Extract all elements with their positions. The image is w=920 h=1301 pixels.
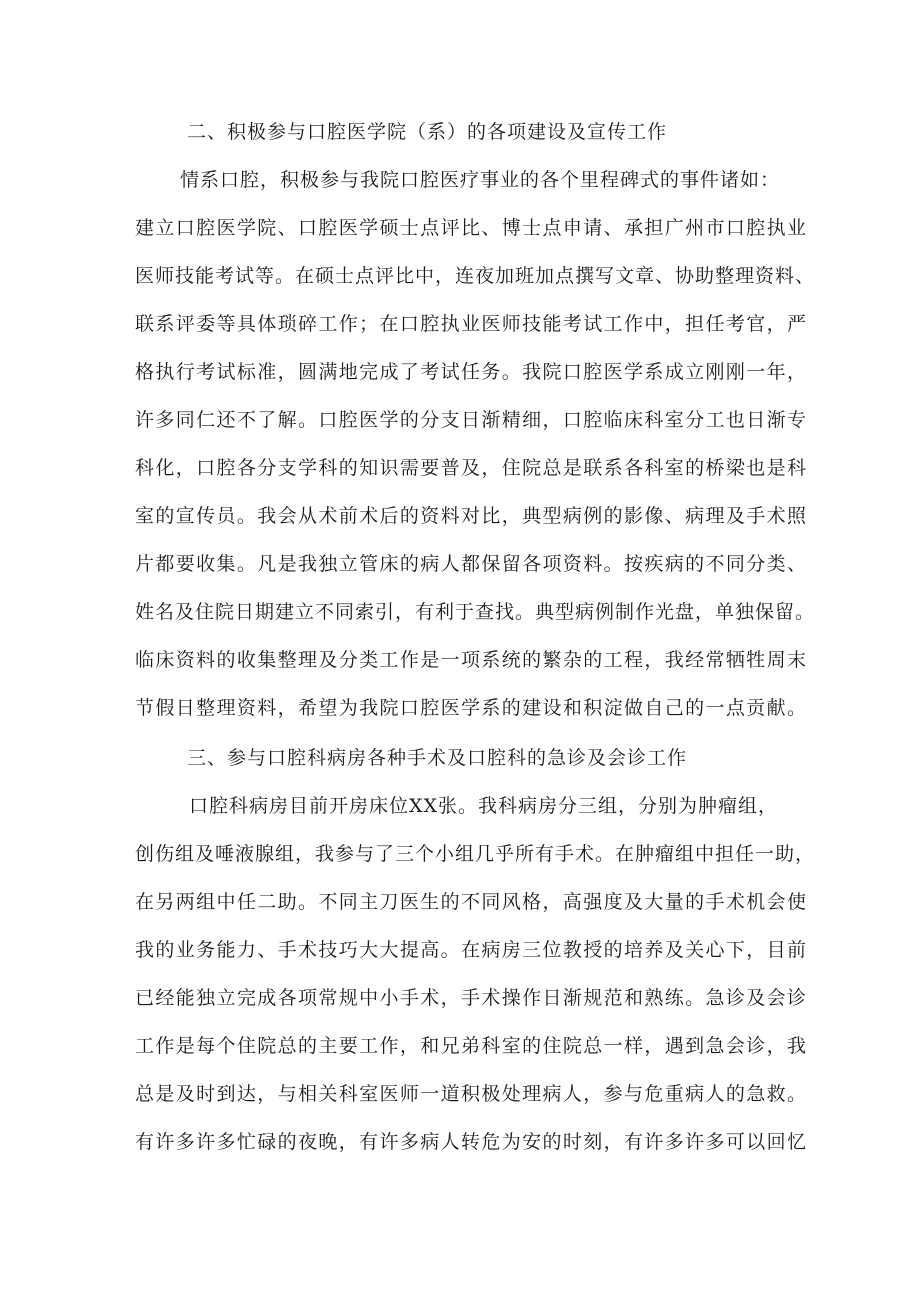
- paragraph-line: 格执行考试标准，圆满地完成了考试任务。我院口腔医学系成立刚刚一年，: [135, 361, 807, 383]
- paragraph-line: 有许多许多忙碌的夜晚，有许多病人转危为安的时刻，有许多许多可以回忆: [135, 1131, 807, 1153]
- paragraph-line: 我的业务能力、手术技巧大大提高。在病房三位教授的培养及关心下，目前: [135, 939, 807, 961]
- paragraph-line: 创伤组及唾液腺组，我参与了三个小组几乎所有手术。在肿瘤组中担任一助，: [135, 843, 816, 865]
- paragraph-line: 姓名及住院日期建立不同索引，有利于查找。典型病例制作光盘，单独保留。: [135, 601, 816, 623]
- paragraph-line: 医师技能考试等。在硕士点评比中，连夜加班加点撰写文章、协助整理资料、: [135, 265, 816, 287]
- paragraph-line: 在另两组中任二助。不同主刀医生的不同风格，高强度及大量的手术机会使: [135, 891, 807, 913]
- paragraph-line: 临床资料的收集整理及分类工作是一项系统的繁杂的工程，我经常牺牲周末: [135, 649, 807, 671]
- paragraph-line: 总是及时到达，与相关科室医师一道积极处理病人，参与危重病人的急救。: [135, 1083, 807, 1105]
- paragraph-line: 联系评委等具体琐碎工作；在口腔执业医师技能考试工作中，担任考官，严: [135, 313, 807, 335]
- section-heading-3: 三、参与口腔科病房各种手术及口腔科的急诊及会诊工作: [187, 747, 688, 769]
- paragraph-line: 口腔科病房目前开房床位XX张。我科病房分三组，分别为肿瘤组，: [189, 795, 779, 817]
- paragraph-line: 节假日整理资料，希望为我院口腔医学系的建设和积淀做自己的一点贡献。: [135, 697, 807, 719]
- section-heading-2: 二、积极参与口腔医学院（系）的各项建设及宣传工作: [187, 121, 668, 143]
- paragraph-line: 工作是每个住院总的主要工作，和兄弟科室的住院总一样，遇到急会诊，我: [135, 1035, 807, 1057]
- paragraph-line: 情系口腔，积极参与我院口腔医疗事业的各个里程碑式的事件诸如：: [180, 169, 781, 191]
- paragraph-line: 许多同仁还不了解。口腔医学的分支日渐精细，口腔临床科室分工也日渐专: [135, 409, 807, 431]
- paragraph-line: 建立口腔医学院、口腔医学硕士点评比、博士点申请、承担广州市口腔执业: [135, 217, 807, 239]
- paragraph-line: 室的宣传员。我会从术前术后的资料对比，典型病例的影像、病理及手术照: [135, 505, 807, 527]
- paragraph-line: 片都要收集。凡是我独立管床的病人都保留各项资料。按疾病的不同分类、: [135, 553, 807, 575]
- paragraph-line: 科化，口腔各分支学科的知识需要普及，住院总是联系各科室的桥梁也是科: [135, 457, 807, 479]
- paragraph-line: 已经能独立完成各项常规中小手术，手术操作日渐规范和熟练。急诊及会诊: [135, 987, 807, 1009]
